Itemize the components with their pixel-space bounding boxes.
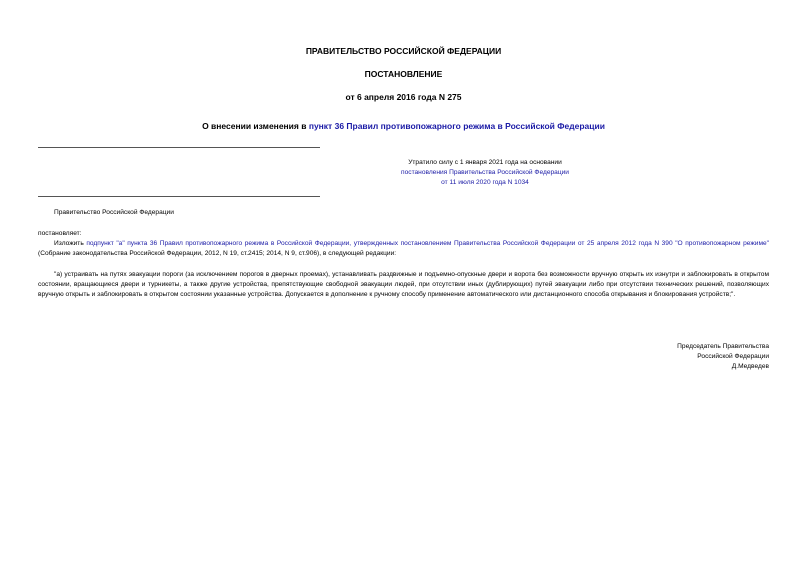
document-type: ПОСТАНОВЛЕНИЕ — [364, 69, 443, 79]
amendment-prefix: Изложить — [54, 240, 87, 247]
status-note — [280, 158, 690, 188]
document-title-prefix: О внесении изменения в — [202, 121, 309, 131]
decides-text: постановляет: — [38, 230, 82, 237]
document-title — [0, 121, 807, 131]
divider-top — [38, 147, 320, 148]
status-note-text: Утратило силу с 1 января 2021 года на основании — [408, 159, 562, 166]
repeal-decree-link[interactable]: постановления Правительства Российской Федерации — [401, 169, 569, 176]
government-heading: ПРАВИТЕЛЬСТВО РОССИЙСКОЙ ФЕДЕРАЦИИ — [305, 46, 502, 56]
amendment-paragraph — [38, 239, 769, 259]
amendment-suffix: (Собрание законодательства Российской Федерации, 2012, N 19, ст.2415; 2014, N 9, ст.906), в следующей редакции: — [38, 250, 397, 257]
subpoint-a-link[interactable]: подпункт "а" пункта 36 Правил противопожарного режима в Российской Федерации, утвержденных постановлением Правительства Российской Федерации от 25 апреля 2012 года N 390 "О противопожарном режиме" — [86, 240, 769, 247]
rules-point-36-link[interactable]: пункт 36 Правил противопожарного режима в Российской Федерации — [308, 121, 605, 131]
signature-block — [677, 342, 769, 372]
divider-bottom — [38, 196, 320, 197]
repeal-decree-date-link[interactable]: от 11 июля 2020 года N 1034 — [441, 179, 529, 186]
document-date-number: от 6 апреля 2016 года N 275 — [345, 92, 462, 102]
signature-position-line1: Председатель Правительства — [677, 343, 769, 350]
signature-name: Д.Медведев — [731, 363, 769, 370]
signature-position-line2: Российской Федерации — [697, 353, 769, 360]
new-wording-quote: "а) устраивать на путях эвакуации пороги (за исключением порогов в дверных проемах), устанавливать раздвижные и подъемно-опускные двери и ворота без возможности вручную открыть их изнутри и заблокировать в открытом состоянии, вращающиеся двери и турникеты, а также другие устройства, препятствующие свободной эвакуации людей, при отсутствии иных (дублирующих) путей эвакуации либо при отсутствии технических решений, позволяющих вручную открыть и заблокировать в открытом состоянии указанные устройства. Допускается в дополнение к ручному способу применение автоматического или дистанционного способа открывания и блокирования устройств;". — [38, 271, 769, 298]
issuer-text: Правительство Российской Федерации — [54, 209, 174, 216]
